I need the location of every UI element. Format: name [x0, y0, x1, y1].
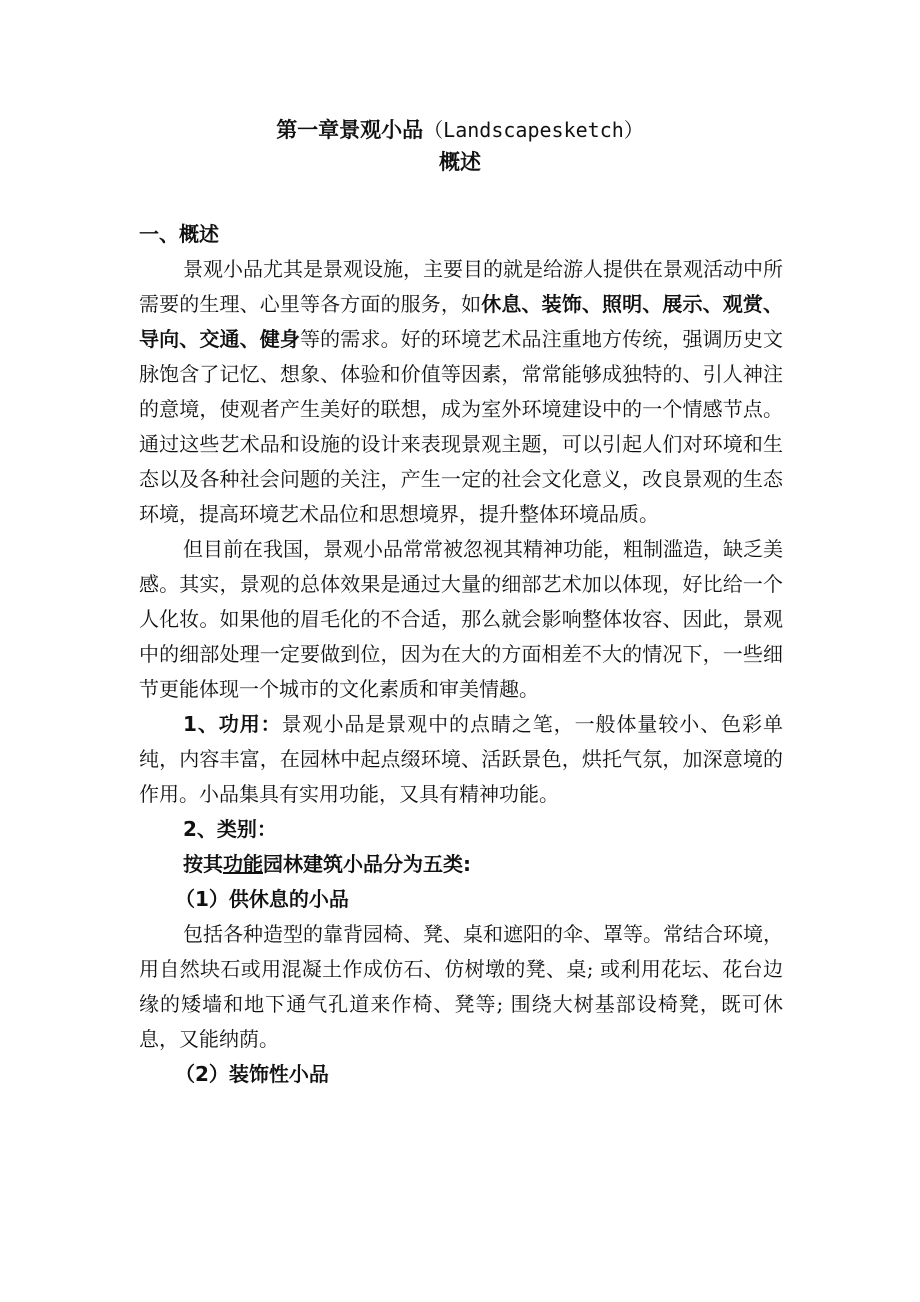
classification-underlined: 功能: [223, 852, 263, 876]
paragraph-current-state: 但目前在我国，景观小品常常被忽视其精神功能，粗制滥造，缺乏美感。其实，景观的总体效果是通过大量的细部艺术加以体现，好比给一个人化妆。如果他的眉毛化的不合适，那么就会影响整体妆容、因此，景观中的细部处理一定要做到位，因为在大的方面相差不大的情况下，一些细节更能体现一个城市的文化素质和审美情趣。: [139, 537, 783, 701]
subsection-heading-rest: （1）供休息的小品: [175, 887, 349, 911]
category-label: 2、类别：: [183, 817, 277, 841]
paragraph-text: 等的需求。好的环境艺术品注重地方传统，强调历史文脉饱含了记忆、想象、体验和价值等因素，常常能够成独特的、引人神注的意境，使观者产生美好的联想，成为室外环境建设中的一个情感节点。通过这些艺术品和设施的设计来表现景观主题，可以引起人们对环境和生态以及各种社会问题的关注，产生一定的社会文化意义，改良景观的生态环境，提高环境艺术品位和思想境界，提升整体环境品质。: [139, 327, 784, 526]
chapter-subtitle: 概述: [439, 150, 481, 174]
classification-post: 园林建筑小品分为五类:: [263, 852, 471, 876]
classification-line: [139, 847, 783, 882]
chapter-title: [0, 114, 920, 146]
paragraph-bold-text: 休息、装饰、照明、展示、观赏、导向、交通、健身: [139, 292, 784, 351]
function-label: 1、功用：: [183, 712, 282, 736]
paragraph-rest-items: 包括各种造型的靠背园椅、凳、桌和遮阳的伞、罩等。常结合环境，用自然块石或用混凝土作成仿石、仿树墩的凳、桌; 或利用花坛、花台边缘的矮墙和地下通气孔道来作椅、凳等; 围绕大树基部设椅凳，既可休息，又能纳荫。: [139, 922, 783, 1051]
section-heading: 一、概述: [139, 222, 219, 246]
paragraph-function: [139, 707, 783, 812]
subsection-heading-decorative: （2）装饰性小品: [175, 1062, 329, 1086]
paragraph-text: 景观小品尤其是景观设施，主要目的就是给游人提供在景观活动中所需要的生理、心里等各方面的服务，如: [139, 257, 783, 316]
document-body: [139, 217, 783, 1092]
classification-pre: 按其: [183, 852, 223, 876]
chapter-title-cn: 第一章景观小品: [276, 118, 424, 142]
title-block: [0, 114, 920, 178]
paragraph-overview: [139, 252, 783, 532]
paragraph-text: 景观小品是景观中的点睛之笔，一般体量较小、色彩单纯，内容丰富，在园林中起点缀环境、活跃景色，烘托气氛，加深意境的作用。小品集具有实用功能，又具有精神功能。: [139, 712, 783, 806]
chapter-title-latin: （Landscapesketch）: [423, 118, 644, 142]
